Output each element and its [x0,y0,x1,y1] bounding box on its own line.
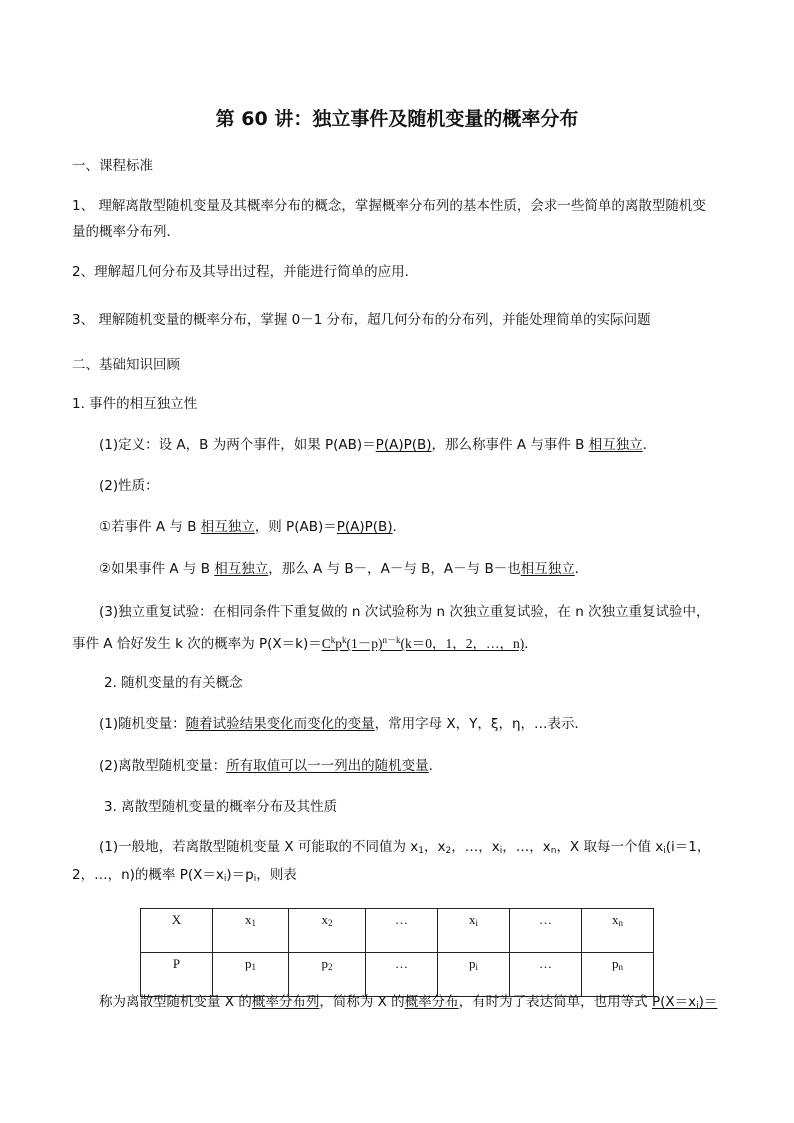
table-cell-ellipsis-1: … [366,909,438,953]
table-cell-p2 [289,953,366,997]
pi-sub: i [475,962,478,972]
random-variable-definition [99,715,588,733]
drv-text-a: (2)离散型随机变量： [99,758,227,774]
definition-text-a: (1)定义：设 A，B 为两个事件，如果 P(AB)＝ [99,437,376,453]
standard-item-1-line-1: 1、 理解离散型随机变量及其概率分布的概念，掌握概率分布列的基本性质，会求一些简单的离散型随机变 [72,198,706,214]
called-answer-distribution-list: 概率分布列 [251,994,320,1010]
property-2-text-b: ，那么 A 与 B－，A－与 B，A－与 B－也 [268,561,521,577]
distribution-table [140,908,654,997]
xn-sub: n [618,918,623,928]
property-1-answer-product: P(A)P(B) [336,519,393,535]
called-answer-equation [652,994,717,1010]
table-cell-pn [582,953,654,997]
definition-paragraph [99,436,656,454]
property-3-text-a: 事件 A 恰好发生 k 次的概率为 P(X＝k)＝ [72,636,322,652]
binomial-p-exponent: k [342,635,347,645]
property-1-text-b: ，则 P(AB)＝ [254,519,337,535]
equation-sub-i: i [696,1001,699,1011]
table-cell-x2 [289,909,366,953]
property-2-text-c: ． [574,561,589,577]
definition-answer-independent: 相互独立 [588,437,643,453]
property-1-answer-independent: 相互独立 [200,519,255,535]
table-cell-x-header: X [141,909,213,953]
property-2 [99,560,588,578]
general-line-1 [99,838,710,860]
general-text-c: ，…，x [451,839,500,855]
binomial-p: p [335,636,343,651]
pi-base: p [468,956,476,971]
property-1-text-a: ①若事件 A 与 B [99,519,201,535]
property-2-text-a: ②如果事件 A 与 B [99,561,215,577]
definition-answer-product: P(A)P(B) [375,437,432,453]
called-text-c: ，有时为了表达简单，也用等式 [458,994,652,1010]
standard-item-1-line-2: 量的概率分布列． [72,224,180,240]
property-3-line-1: (3)独立重复试验：在相同条件下重复做的 n 次试验称为 n 次独立重复试验，在 n 次独立重复试验中， [99,604,710,620]
equation-end: )＝ [698,994,718,1010]
sub-n: n [550,846,557,856]
xi-sub: i [475,918,478,928]
x2-sub: 2 [328,918,333,928]
property-2-answer-independent: 相互独立 [214,561,269,577]
table-cell-p-header: P [141,953,213,997]
x1-base: x [245,912,252,927]
drv-text-b: ． [428,758,443,774]
p1-sub: 1 [251,962,256,972]
x2-base: x [321,912,328,927]
called-answer-distribution: 概率分布 [404,994,459,1010]
table-cell-ellipsis-3: … [366,953,438,997]
subsection-random-variable: 2. 随机变量的有关概念 [104,675,243,691]
rv-answer: 随着试验结果变化而变化的变量 [185,716,375,732]
sub-1: 1 [418,846,424,856]
property-3-line-2 [72,631,538,653]
table-cell-ellipsis-2: … [510,909,582,953]
general-line-2 [72,866,297,888]
general-text-a: (1)一般地，若离散型随机变量 X 可能取的不同值为 x [99,839,419,855]
section-heading-standards: 一、课程标准 [72,158,153,174]
property-heading: (2)性质： [99,478,159,494]
rv-text-b: ，常用字母 X，Y，ξ，η，…表示． [374,716,588,732]
x1-sub: 1 [251,918,256,928]
table-row-values [141,909,654,953]
binomial-one-minus-p: (1－p) [346,636,383,651]
binomial-k-superscript: k [330,635,336,645]
xi-base: x [468,912,476,927]
p2-sub: 2 [328,962,333,972]
sub-i: i [499,846,503,856]
discrete-rv-definition [99,757,442,775]
table-cell-x1 [213,909,289,953]
subsection-independence: 1. 事件的相互独立性 [72,396,198,412]
pn-base: p [612,956,619,971]
page-title: 第 60 讲：独立事件及随机变量的概率分布 [215,108,579,130]
definition-text-c: ． [642,437,657,453]
section-heading-review: 二、基础知识回顾 [72,357,180,373]
called-text-a: 称为离散型随机变量 X 的 [99,994,252,1010]
property-1 [99,518,406,536]
general2-text-c: ，则表 [256,867,297,883]
definition-text-b: ，那么称事件 A 与事件 B [431,437,589,453]
p1-base: p [245,956,252,971]
drv-answer: 所有取值可以一一列出的随机变量 [226,758,429,774]
general-text-e: ，X 取每一个值 x [556,839,664,855]
rv-text-a: (1)随机变量： [99,716,186,732]
standard-item-2: 2、理解超几何分布及其导出过程，并能进行简单的应用． [72,264,419,280]
xn-base: x [612,912,619,927]
binomial-n-minus-k-exponent: n－k [382,635,401,645]
general-text-f: (i＝1， [665,839,711,855]
table-cell-xn [582,909,654,953]
standard-item-3: 3、 理解随机变量的概率分布，掌握 0－1 分布，超几何分布的分布列，并能处理简单的实际问题 [72,312,651,328]
table-cell-ellipsis-4: … [510,953,582,997]
property-2-answer-independent-2: 相互独立 [520,561,575,577]
table-row-probabilities [141,953,654,997]
property-3-text-c: ． [524,636,538,652]
table-cell-pi [438,953,510,997]
general2-text-a: 2，…，n)的概率 P(X＝x [72,867,224,883]
table-cell-xi [438,909,510,953]
property-1-text-c: ． [392,519,407,535]
binomial-formula [322,636,525,651]
table-cell-p1 [213,953,289,997]
sub-i-2: i [663,846,666,856]
equation-start: P(X＝x [651,994,697,1010]
general-text-b: ，x [423,839,446,855]
p2-base: p [321,956,328,971]
distribution-called-line [99,993,717,1015]
pn-sub: n [618,962,623,972]
binomial-c: C [321,636,331,651]
general2-text-b: )＝p [226,867,254,883]
sub-2: 2 [445,846,452,856]
sub-i-4: i [253,874,257,884]
subsection-distribution: 3. 离散型随机变量的概率分布及其性质 [104,799,338,815]
binomial-range: (k＝0，1，2，…，n) [400,636,525,651]
called-text-b: ，简称为 X 的 [319,994,405,1010]
general-text-d: ，…，x [502,839,551,855]
sub-i-3: i [223,874,227,884]
